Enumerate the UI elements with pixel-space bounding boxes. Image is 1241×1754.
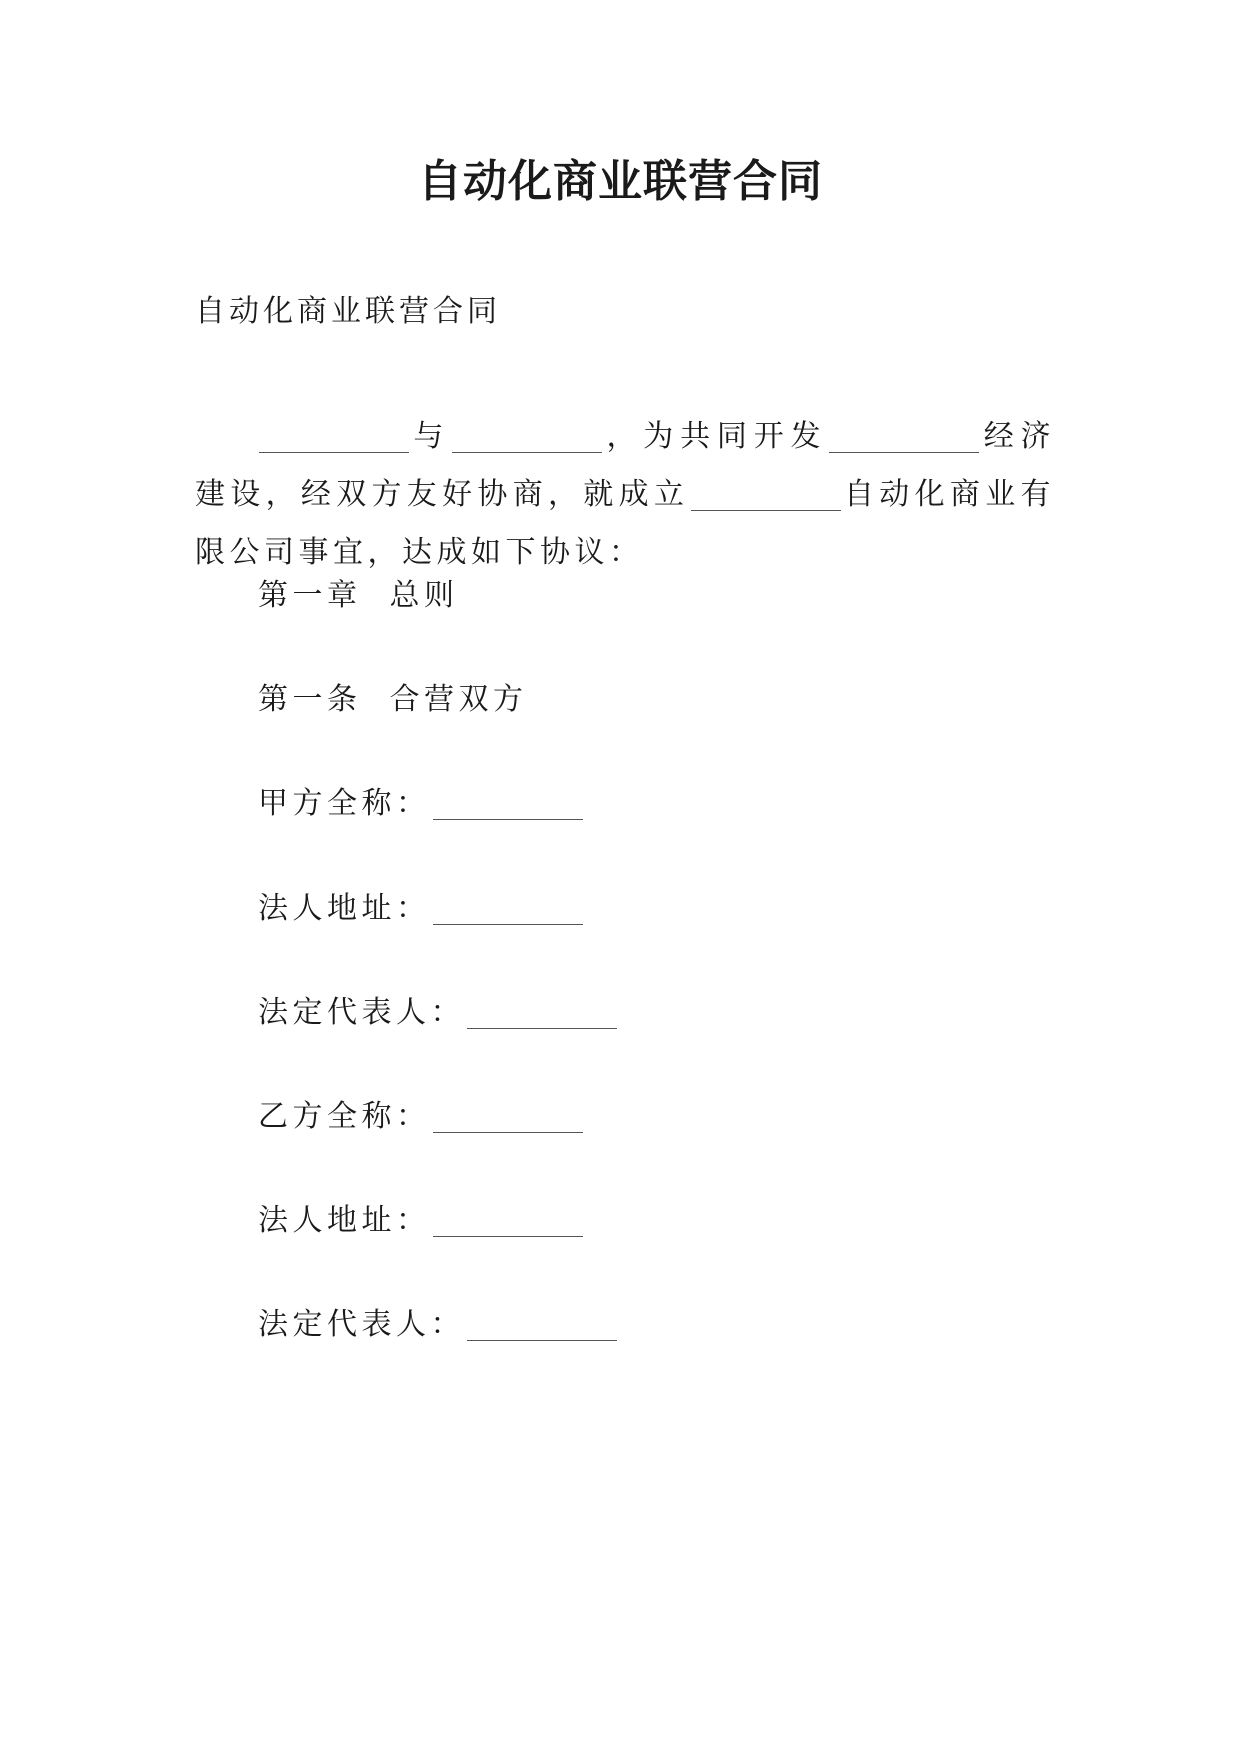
field-party-b-representative [258,1305,619,1345]
article-title: 合营双方 [389,682,528,717]
field-blank[interactable] [433,1204,583,1237]
intro-text-2: ，为共同开发 [604,419,828,454]
field-label: 法定代表人： [258,995,465,1030]
field-blank[interactable] [433,1100,583,1133]
blank-party-b[interactable] [452,420,602,453]
blank-company-name[interactable] [691,478,841,511]
article-heading [258,680,528,720]
intro-text-1: 与 [411,419,451,454]
field-party-a-representative [258,993,619,1033]
field-party-a-address [258,889,585,929]
field-party-b-address [258,1201,585,1241]
field-blank[interactable] [433,892,583,925]
intro-text-4: 自动化商业有限公司事宜，达成如下协议： [195,477,1056,570]
field-label: 法定代表人： [258,1307,465,1342]
field-label: 甲方全称： [258,786,431,821]
field-blank[interactable] [433,787,583,820]
field-blank[interactable] [467,996,617,1029]
blank-party-a[interactable] [259,420,409,453]
field-blank[interactable] [467,1308,617,1341]
field-party-a-name [258,784,585,824]
field-label: 乙方全称： [258,1099,431,1134]
field-label: 法人地址： [258,891,431,926]
chapter-heading [258,576,459,616]
document-title: 自动化商业联营合同 [418,156,823,207]
chapter-title: 总则 [389,578,459,613]
document-subtitle: 自动化商业联营合同 [195,294,501,329]
field-label: 法人地址： [258,1203,431,1238]
intro-paragraph [195,408,1055,582]
field-party-b-name [258,1097,585,1137]
chapter-number: 第一章 [258,578,362,613]
article-number: 第一条 [258,682,362,717]
intro-text-3: 经济建设，经双方友好协商，就成立 [195,419,1056,512]
blank-development-area[interactable] [829,420,979,453]
